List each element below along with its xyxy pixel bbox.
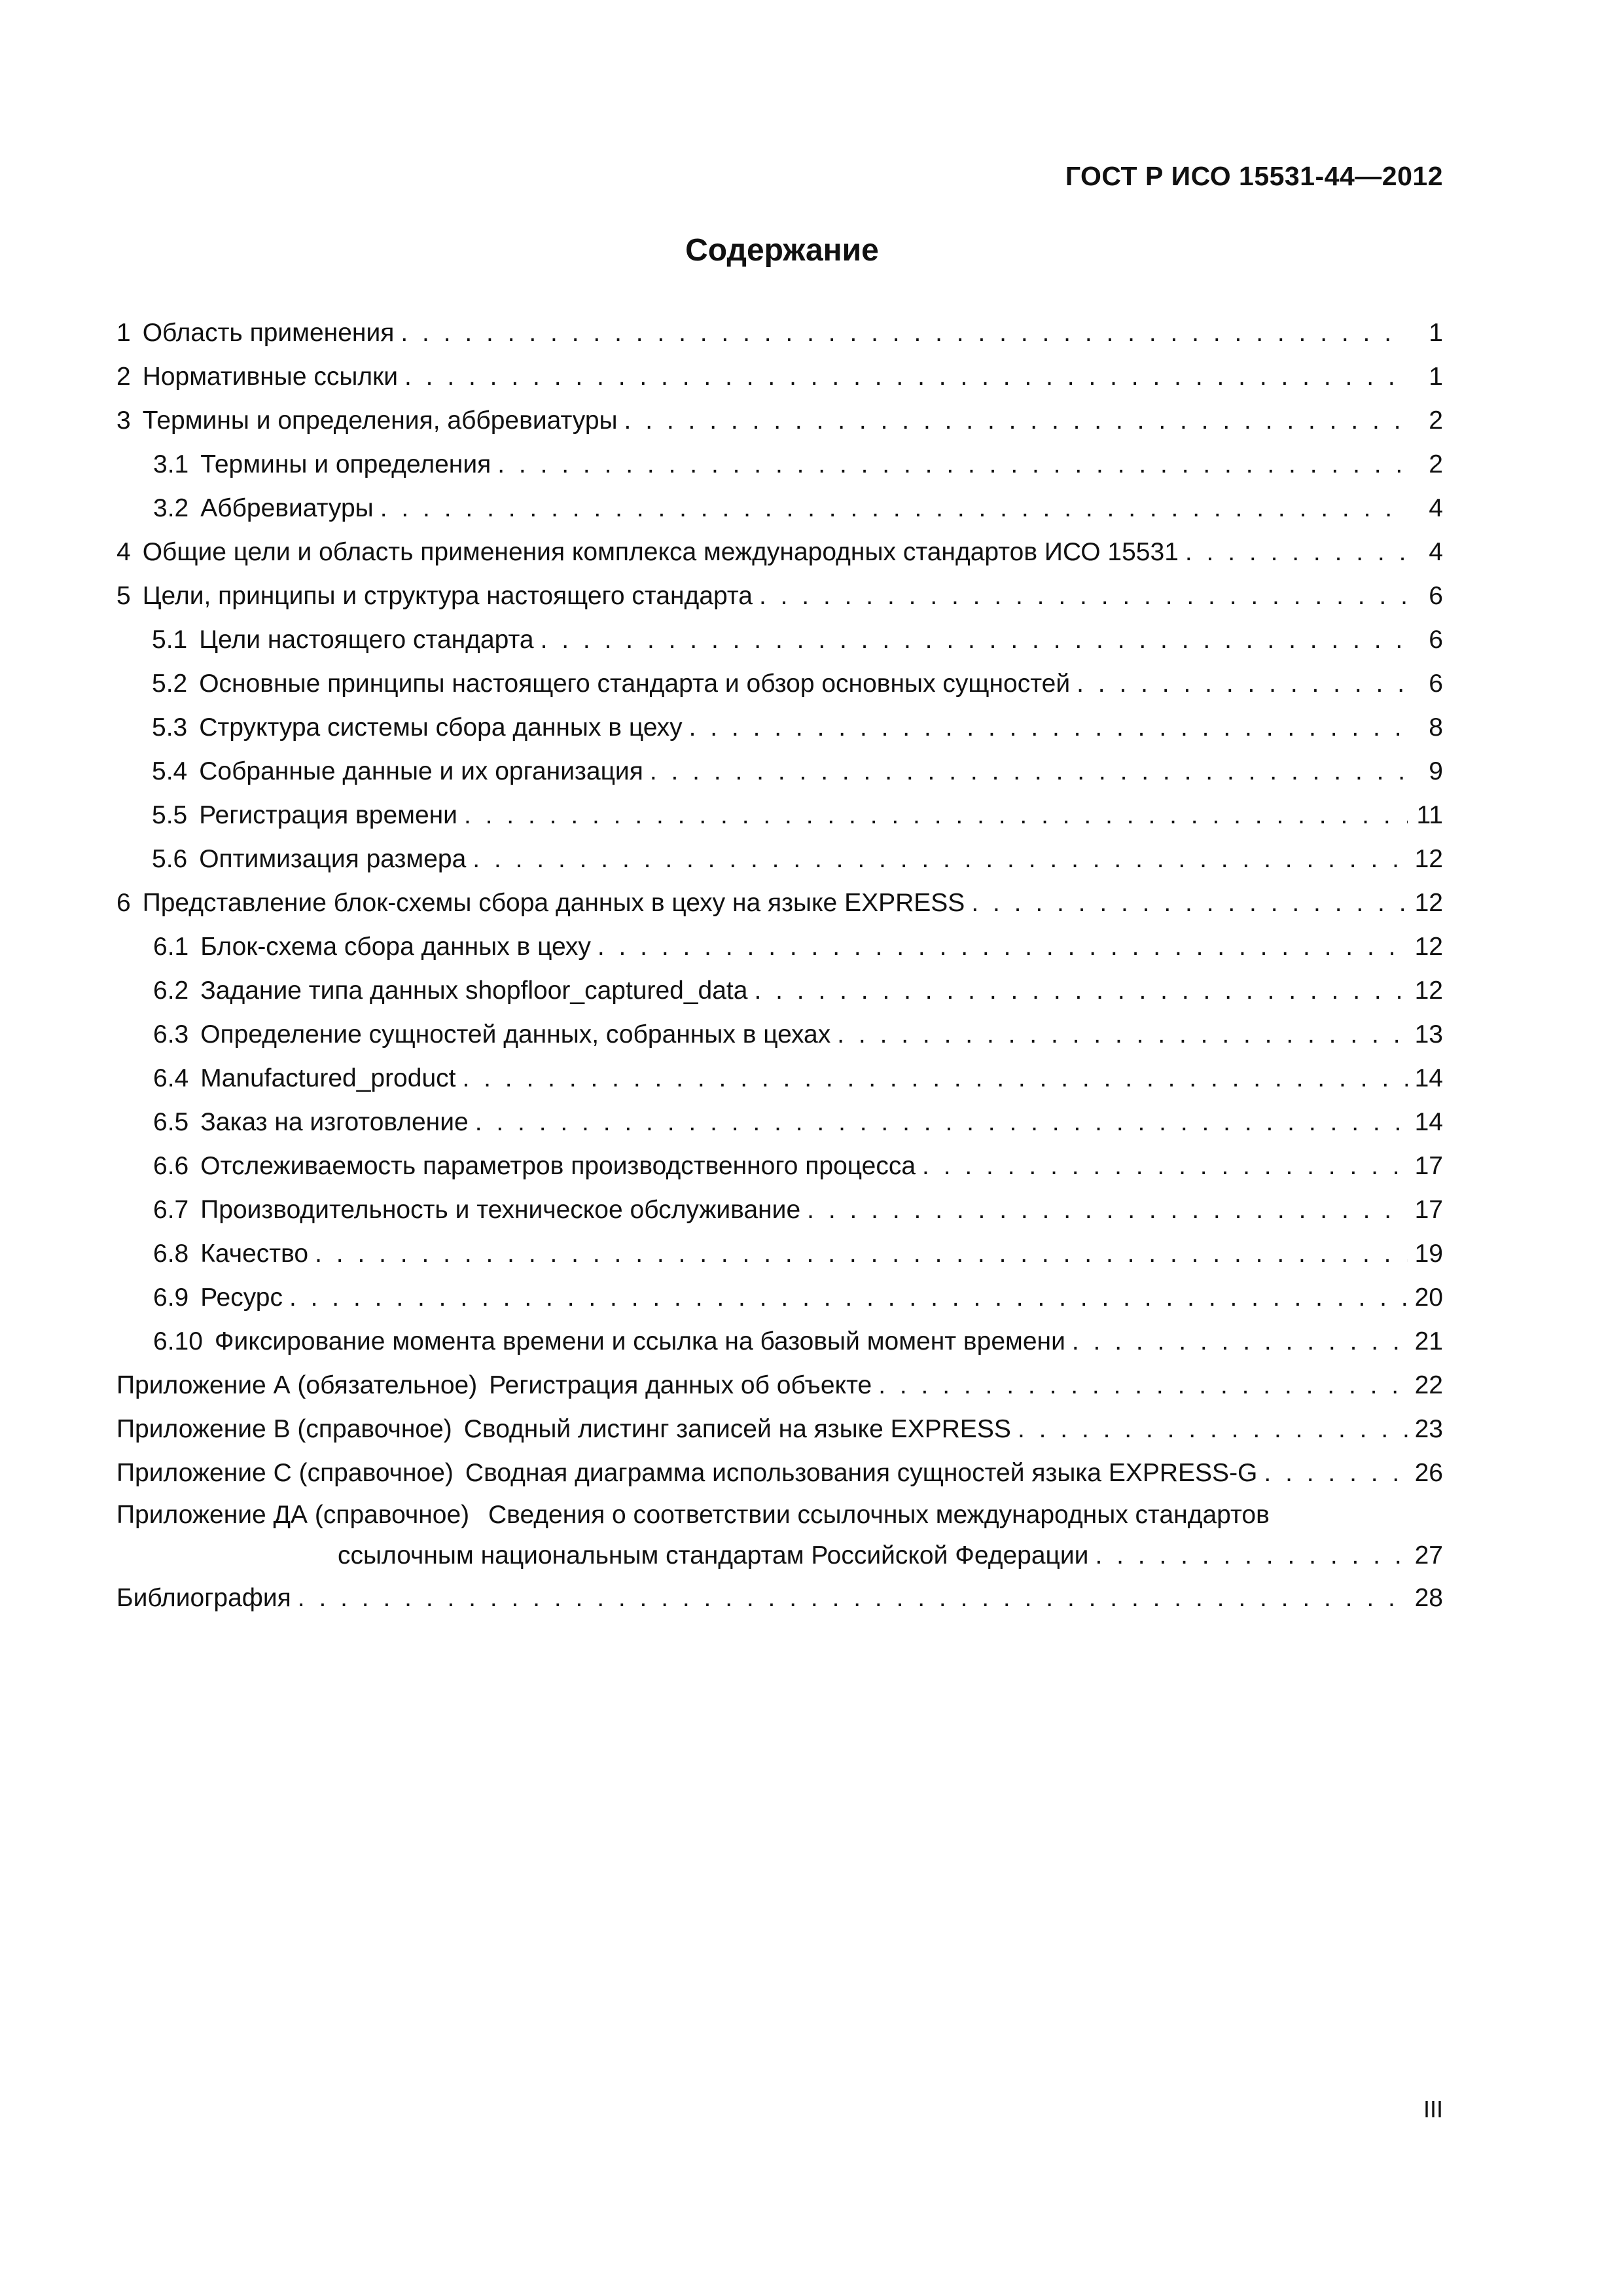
toc-entry[interactable] [116, 969, 1443, 1013]
toc-entry[interactable] [116, 749, 1443, 793]
toc-entry-page: 12 [1414, 889, 1443, 917]
toc-entry-title: Область применения [142, 319, 395, 347]
toc-entry-number: 6.8 [153, 1240, 189, 1268]
toc-entry[interactable] [116, 618, 1443, 662]
toc-entry-page: 2 [1429, 450, 1443, 478]
toc-entry-title: Заказ на изготовление [200, 1108, 469, 1136]
toc-entry-page: 23 [1414, 1415, 1443, 1443]
toc-entry-number: 6.9 [153, 1283, 189, 1312]
toc-entry-second-line [116, 1535, 1443, 1576]
toc-leader-dots [1018, 1407, 1408, 1451]
toc-entry-title: Задание типа данных shopfloor_captured_data [200, 977, 748, 1005]
toc-entry-number: Приложение А (обязательное) [116, 1371, 478, 1399]
toc-leader-dots [464, 793, 1408, 837]
toc-entry-number: Приложение С (справочное) [116, 1459, 454, 1487]
toc-leader-dots [1072, 1319, 1408, 1363]
toc-entry-number: 5.2 [152, 670, 188, 698]
toc-entry-title-continued: ссылочным национальным стандартам Российской Федерации [338, 1541, 1089, 1570]
toc-entry-title: Блок-схема сбора данных в цеху [200, 933, 591, 961]
toc-entry-page: 12 [1414, 977, 1443, 1005]
toc-entry-number: 5.1 [152, 626, 188, 654]
toc-leader-dots [759, 574, 1408, 618]
toc-entry-page: 4 [1429, 538, 1443, 566]
toc-leader-dots [298, 1576, 1408, 1620]
toc-entry-page: 11 [1416, 801, 1443, 829]
toc-entry-title: Качество [200, 1240, 309, 1268]
toc-entry-title: Оптимизация размера [199, 845, 467, 873]
toc-entry-title: Общие цели и область применения комплекса международных стандартов ИСО 15531 [142, 538, 1179, 566]
toc-leader-dots [541, 618, 1408, 662]
toc-entry-title: Цели настоящего стандарта [199, 626, 534, 654]
toc-entry-number: 6.5 [153, 1108, 189, 1136]
toc-leader-dots [650, 749, 1408, 793]
toc-entry-title: Цели, принципы и структура настоящего стандарта [142, 582, 753, 610]
toc-entry-number: 5.4 [152, 757, 188, 785]
toc-entry[interactable] [116, 1056, 1443, 1100]
toc-entry-number: 6.6 [153, 1152, 189, 1180]
toc-leader-dots [1095, 1535, 1408, 1576]
toc-entry[interactable] [116, 837, 1443, 881]
toc-leader-dots [497, 442, 1408, 486]
toc-entry-title: Термины и определения, аббревиатуры [142, 406, 618, 435]
toc-entry-title: Основные принципы настоящего стандарта и обзор основных сущностей [199, 670, 1071, 698]
toc-entry[interactable] [116, 1576, 1443, 1620]
toc-leader-dots [475, 1100, 1408, 1144]
toc-entry-page: 20 [1414, 1283, 1443, 1312]
toc-entry-title: Ресурс [200, 1283, 283, 1312]
toc-entry[interactable] [116, 355, 1443, 399]
toc-leader-dots [971, 881, 1408, 925]
toc-entry-page: 27 [1414, 1541, 1443, 1570]
toc-entry-page: 1 [1429, 363, 1443, 391]
toc-entry-title: Библиография [116, 1584, 291, 1612]
toc-entry[interactable] [116, 706, 1443, 749]
toc-entry-page: 17 [1414, 1196, 1443, 1224]
toc-leader-dots [837, 1013, 1408, 1056]
toc-entry-page: 26 [1414, 1459, 1443, 1487]
toc-leader-dots [289, 1276, 1408, 1319]
toc-entry-title: Определение сущностей данных, собранных в цехах [200, 1020, 831, 1049]
toc-entry-title: Отслеживаемость параметров производственного процесса [200, 1152, 916, 1180]
toc-entry-number: Приложение ДА (справочное) [116, 1501, 470, 1529]
toc-entry[interactable] [116, 881, 1443, 925]
toc-entry-title: Сводный листинг записей на языке EXPRESS [463, 1415, 1011, 1443]
toc-entry-title: Собранные данные и их организация [199, 757, 643, 785]
toc-entry[interactable] [116, 1495, 1443, 1576]
toc-entry-number: 5.3 [152, 713, 188, 742]
toc-leader-dots [754, 969, 1408, 1013]
toc-entry[interactable] [116, 1013, 1443, 1056]
toc-entry-number: 2 [116, 363, 131, 391]
toc-entry-title: Сводная диаграмма использования сущностей языка EXPRESS-G [465, 1459, 1258, 1487]
toc-entry-number: 3.2 [153, 494, 189, 522]
document-id: ГОСТ Р ИСО 15531-44—2012 [1065, 161, 1443, 191]
toc-entry-page: 28 [1414, 1584, 1443, 1612]
toc-entry-number: 3 [116, 406, 131, 435]
toc-entry-number: 3.1 [153, 450, 189, 478]
toc-entry[interactable] [116, 530, 1443, 574]
toc-entry-title: Фиксирование момента времени и ссылка на базовый момент времени [214, 1327, 1065, 1355]
toc-entry[interactable] [116, 1188, 1443, 1232]
toc-leader-dots [1264, 1451, 1408, 1495]
toc-entry[interactable] [116, 1451, 1443, 1495]
toc-entry-page: 4 [1429, 494, 1443, 522]
toc-entry-title: Регистрация времени [199, 801, 457, 829]
toc-entry-page: 22 [1414, 1371, 1443, 1399]
toc-entry-title: Регистрация данных об объекте [489, 1371, 872, 1399]
toc-entry-page: 6 [1429, 626, 1443, 654]
page-title: Содержание [685, 233, 879, 268]
toc-entry[interactable] [116, 1144, 1443, 1188]
toc-leader-dots [404, 355, 1408, 399]
toc-entry-page: 2 [1429, 406, 1443, 435]
toc-entry-number: 5 [116, 582, 131, 610]
toc-entry-number: 5.5 [152, 801, 188, 829]
toc-entry-number: 1 [116, 319, 131, 347]
toc-entry-number: 6.1 [153, 933, 189, 961]
toc-entry[interactable] [116, 311, 1443, 355]
toc-entry-page: 9 [1429, 757, 1443, 785]
toc-entry-number: 6.10 [153, 1327, 203, 1355]
toc-entry-title: Представление блок-схемы сбора данных в цеху на языке EXPRESS [142, 889, 965, 917]
toc-entry-title: Сведения о соответствии ссылочных международных стандартов [488, 1501, 1270, 1529]
toc-entry[interactable] [116, 1276, 1443, 1319]
toc-entry-page: 14 [1414, 1064, 1443, 1092]
toc-entry-page: 12 [1414, 933, 1443, 961]
toc-entry-number: 6.3 [153, 1020, 189, 1049]
toc-entry[interactable] [116, 793, 1443, 837]
toc-entry[interactable] [116, 574, 1443, 618]
toc-leader-dots [624, 399, 1408, 442]
toc-entry-page: 8 [1429, 713, 1443, 742]
toc-entry[interactable] [116, 399, 1443, 442]
toc-entry[interactable] [116, 662, 1443, 706]
toc-entry-number: 5.6 [152, 845, 188, 873]
toc-leader-dots [1185, 530, 1408, 574]
toc-leader-dots [315, 1232, 1408, 1276]
toc-entry-title: Структура системы сбора данных в цеху [199, 713, 683, 742]
toc-entry[interactable] [116, 1232, 1443, 1276]
toc-entry-first-line [116, 1495, 1443, 1535]
table-of-contents [116, 311, 1443, 1620]
toc-entry-page: 14 [1414, 1108, 1443, 1136]
toc-entry-page: 17 [1414, 1152, 1443, 1180]
toc-entry-page: 6 [1429, 582, 1443, 610]
toc-entry[interactable] [116, 1319, 1443, 1363]
toc-entry[interactable] [116, 1100, 1443, 1144]
toc-entry[interactable] [116, 925, 1443, 969]
toc-leader-dots [807, 1188, 1408, 1232]
toc-entry-number: 6.7 [153, 1196, 189, 1224]
toc-leader-dots [922, 1144, 1408, 1188]
toc-entry-number: 6.4 [153, 1064, 189, 1092]
toc-entry-number: 6 [116, 889, 131, 917]
toc-leader-dots [401, 311, 1408, 355]
toc-entry-page: 6 [1429, 670, 1443, 698]
toc-entry-number: 6.2 [153, 977, 189, 1005]
toc-leader-dots [380, 486, 1408, 530]
toc-entry-title: Производительность и техническое обслуживание [200, 1196, 801, 1224]
toc-entry-page: 12 [1414, 845, 1443, 873]
page-number: III [1423, 2096, 1443, 2123]
toc-entry-page: 1 [1429, 319, 1443, 347]
toc-leader-dots [878, 1363, 1408, 1407]
toc-entry[interactable] [116, 1407, 1443, 1451]
toc-entry[interactable] [116, 486, 1443, 530]
toc-entry-title: Нормативные ссылки [142, 363, 398, 391]
toc-entry-title: Термины и определения [200, 450, 491, 478]
toc-entry-page: 13 [1414, 1020, 1443, 1049]
toc-entry-number: Приложение В (справочное) [116, 1415, 452, 1443]
toc-entry-page: 19 [1414, 1240, 1443, 1268]
toc-leader-dots [597, 925, 1408, 969]
toc-entry[interactable] [116, 442, 1443, 486]
toc-leader-dots [462, 1056, 1408, 1100]
toc-leader-dots [473, 837, 1408, 881]
toc-entry-title: Аббревиатуры [200, 494, 374, 522]
toc-leader-dots [689, 706, 1408, 749]
toc-entry[interactable] [116, 1363, 1443, 1407]
toc-entry-number: 4 [116, 538, 131, 566]
toc-leader-dots [1077, 662, 1408, 706]
toc-entry-title: Manufactured_product [200, 1064, 456, 1092]
toc-entry-page: 21 [1414, 1327, 1443, 1355]
